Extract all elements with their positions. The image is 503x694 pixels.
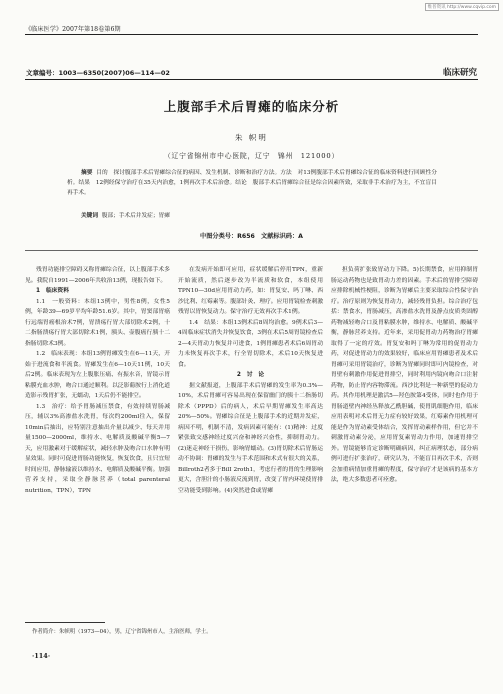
- section-rule: [25, 79, 478, 80]
- body-rule: [25, 250, 478, 251]
- abstract: [67, 168, 437, 199]
- body-paragraph: 1.2 临床表现：本组13例胃瘫发生在6—11天，开始于进流食和半流食。胃瘫发生在6—10天11例，10天后2例。临床表现为左上腹胀压痛、有振水音，胃镜示胃粘膜充血水肿，吻合口通过顺利。以泛影葡胺行上消化道造影示残胃扩张，无蠕动，1天后仍不能排空。: [25, 351, 170, 399]
- body-column-2: [178, 265, 323, 610]
- journal-issue-line: 《临床医学》2007年第18卷第6期: [25, 26, 121, 33]
- abstract-label: 摘要: [81, 170, 93, 176]
- section-heading: 1 临床资料: [36, 288, 70, 294]
- footnote-rule: [25, 622, 105, 623]
- author-affiliation: （辽宁省锦州市中心医院，辽宁 锦州 121000）: [163, 152, 340, 160]
- body-paragraph: 1.4 结果：本组13例术后8周均治愈。9例术后3—4周临床症状消失并恢复饮食，3例在术后5周胃镜检查后2—4天胃动力恢复并可进食，1例胃瘫患者术后6周胃动力未恢复再次手术，行全胃切除术，术后10天恢复进食。: [178, 319, 323, 368]
- article-title: 上腹部手术后胃瘫的临床分析: [163, 99, 340, 114]
- body-paragraph: 在发病开始即可应用，症状缓解后停用TPN，重新开始流质，然后逐步改为半流质和软食，本组使用TPN10—30d应用胃动力药，如：胃复安、吗丁啉、西沙比利、红霉素等。腹部针灸、理疗。应用胃镜检查刺激残胃以胃恢复动力。保守治疗无效再次手术1例。: [178, 267, 323, 315]
- article-number: 文章编号：1003—6350(2007)06—114—02: [26, 69, 170, 77]
- author-name: 朱 帜明: [235, 133, 268, 142]
- keywords-label: 关键词: [81, 213, 99, 219]
- body-paragraph: 1.3 治疗：给予胃肠减压禁食，有效持续胃肠减压，辅以3%高渗盐水洗胃，每次约200ml往入，保留10min后抽出，应特别注意抽出介量以减少、每天并用量1500—2000ml，维持水、电解质及酸碱平衡5—7天，应用激素对于缓解症状，减轻水肿及吻合口水肿有明显效果。同时可促进胃肠功能恢复，恢复饮食，且只宜短时间应用，静脉输液以维持水、电解质及酸碱平衡。加强营养支持，采取全静脉营养（total parenteral nutrition，TPN），TPN: [25, 403, 170, 494]
- keywords: [81, 210, 170, 219]
- body-paragraph: 1.1 一般资料：本组13例中，男性8例，女性5例，年龄39—69岁平均年龄51.6岁。其中，胃窦部胃癌行远端胃癌根治术7例，胃溃疡行胃大部切除术2例，十二指肠溃疡行胃大部切除术1例，胰头、壶腹癌行胰十二指肠切除术3例。: [25, 298, 170, 347]
- keywords-text: 腹部；手术后并发症；胃瘫: [101, 213, 170, 219]
- section-name: 临床研究: [442, 68, 477, 78]
- body-column-3: [331, 265, 478, 610]
- site-watermark: 维普资讯 http://www.cqvip.com: [425, 3, 499, 11]
- top-rule: [25, 34, 478, 35]
- body-paragraph: 据文献报道，上腹部手术后胃瘫的发生率为0.3%—10%，术后胃瘫可容易出现在保留幽门的胰十二指肠切除术（PPPD）后的病人，术后早期胃瘫发生率高达20%—50%。胃瘫综合征是上腹部手术的近期并发症，病因不明，机制不清，发病因素可能有：(1)精神：过度紧张致交感神经过度兴奋和神经兴奋性，抑制胃动力。(2)迷走神经干损伤，影响胃蠕动。(3)胃切除术后胃肠运动不协调：胃瘫的发生与手术范围和术式有很大的关系，Billroth2者多于BilI 2roth1，考虑行者的胃的生理影响更大，含胆汁的小肠液反流到胃，改变了胃内环境使胃排空功能受到影响。(4)突然进食或胃瘫: [178, 382, 323, 494]
- author-footnote: 作者简介：朱帜明（1973—04），男，辽宁省锦州市人，主治医师，学士。: [32, 629, 212, 635]
- page-number: ·114·: [32, 652, 51, 660]
- classification-line: 中图分类号：R656 文献标识码：A: [200, 233, 303, 240]
- body-column-1: [25, 265, 170, 610]
- section-heading: 2 讨 论: [236, 372, 265, 378]
- body-paragraph: 残胃功能排空障碍又称胃瘫综合征，以上腹部手术多见。我院自1991—2006年共收治13例，现报告如下。: [25, 267, 170, 284]
- abstract-text: 目的 探讨腹部手术后胃瘫综合征的病因、发生机制、诊断和治疗方法。方法 对13例腹部手术后胃瘫综合征的临床资料进行回顾性分析。结果 12例经保守治疗在35天内治愈，1例再次手术后治愈。结论 腹部手术后胃瘫综合征是综合因素所致，采取非手术治疗为主，不宜盲目再手术。: [67, 170, 437, 197]
- body-paragraph: 担负荷扩张致胃动力下降。5)长期禁食，应用抑制胃肠运动药物也是致胃动力差的因素。手术后的胃排空障碍应排除机械性梗阻，诊断为胃瘫后主要采取综合性保守治疗。治疗原则为恢复胃动力，减轻残胃负担。综合治疗包括：禁食水，胃肠减压，高渗盐水洗胃及静点皮质类固醇药物减轻吻合口及胃粘膜水肿，维持水、电解质、酸碱平衡，静脉营养支持。近年来，采用促胃动力药物治疗胃瘫取得了一定的疗效。胃复安和吗丁啉为常用的促胃动力药，对促进胃动力的效果较好，临床应用胃瘫患者及术后胃瘫可采用胃镜治疗，诊断为胃瘫同时即可内镜检查，对胃壁有刺激作用促进胃排空，同时利用内镜向吻合口注射药物，防止胃内容物滞流。西沙比利是一种新型的促动力药。其作用机理是激活5—羟色胺第4受体，同时也作用于胃肠道壁内神经丛释放乙酰胆碱，使胃肌细胞作用，临床应用表明对术后胃无力症有较好效果，红霉素作用机理可能是作为胃动素受体结合，发挥胃动素样作用，但它并不刺激胃动素分泌，应用胃复素胃动力作用，加速胃排空外。胃镜能够肯定诊断明确病因，纠正病理状态，部分病例可进行扩张治疗，研究认为，不能盲目再次手术，否则会加重病情加重胃瘫的程度，保守治疗才是该病的基本方法，绝大多数患者可痊愈。: [331, 267, 478, 483]
